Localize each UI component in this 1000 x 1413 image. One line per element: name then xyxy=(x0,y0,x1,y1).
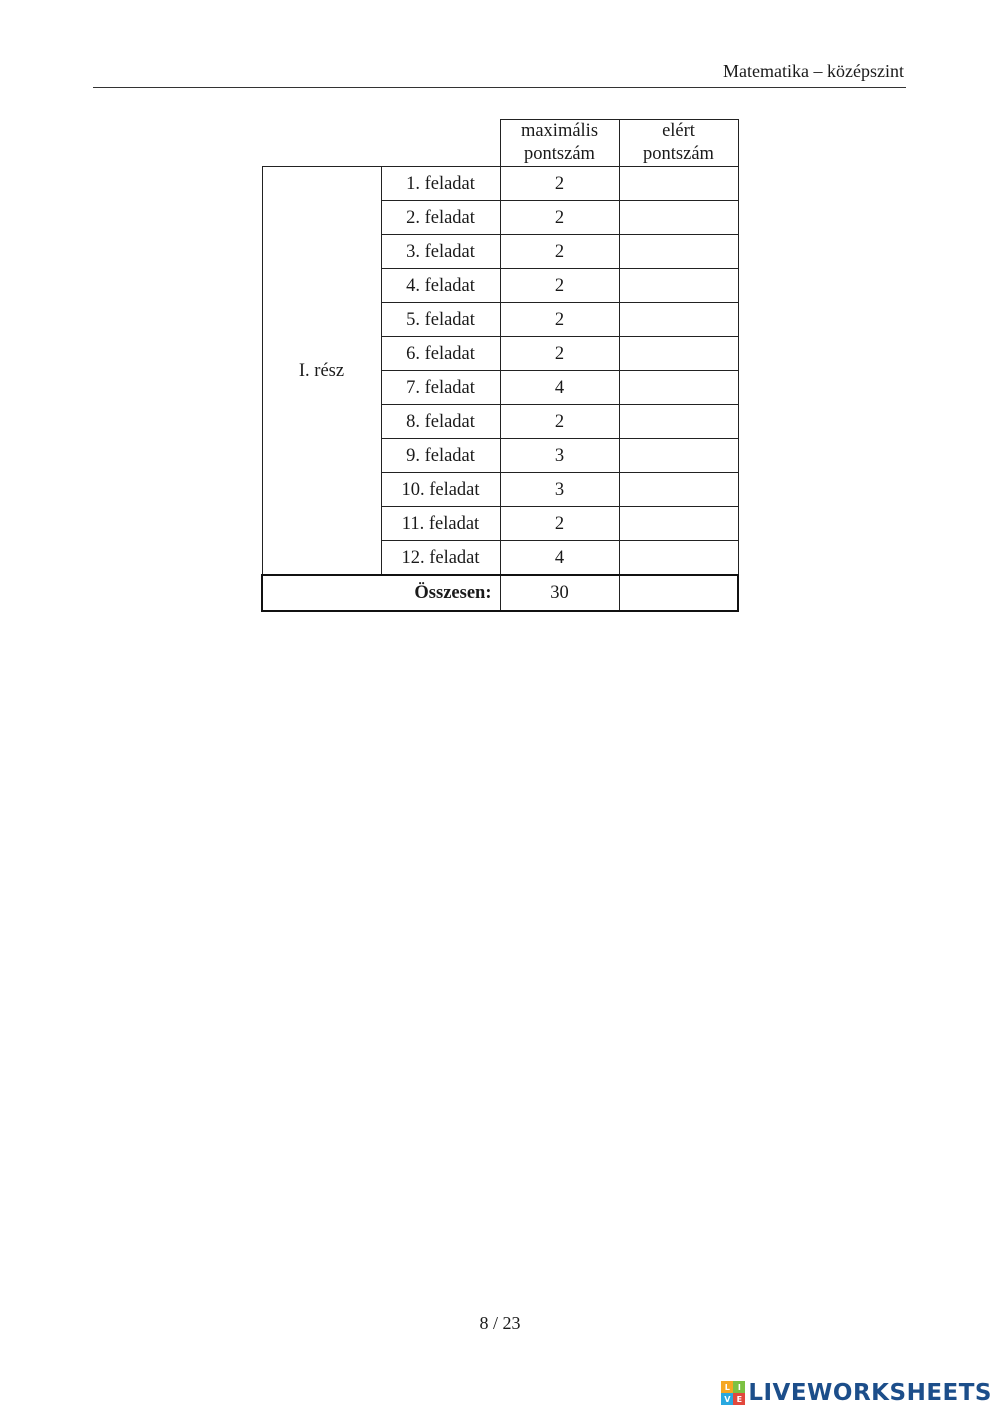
achieved-points-cell[interactable] xyxy=(619,507,738,541)
table-header-row xyxy=(262,120,738,167)
header-divider xyxy=(93,87,906,88)
task-name-cell: 1. feladat xyxy=(381,167,500,201)
total-max-points-cell: 30 xyxy=(500,575,619,611)
task-name-cell: 5. feladat xyxy=(381,303,500,337)
task-name-cell: 10. feladat xyxy=(381,473,500,507)
achieved-points-cell[interactable] xyxy=(619,405,738,439)
achieved-points-cell[interactable] xyxy=(619,235,738,269)
header-subject: Matematika – középszint xyxy=(723,61,904,81)
task-name-cell: 6. feladat xyxy=(381,337,500,371)
max-points-header-line1: maximális xyxy=(520,121,599,141)
achieved-points-header-line2: pontszám xyxy=(643,144,714,164)
task-name-cell: 7. feladat xyxy=(381,371,500,405)
achieved-points-cell[interactable] xyxy=(619,371,738,405)
task-name-cell: 3. feladat xyxy=(381,235,500,269)
achieved-points-cell[interactable] xyxy=(619,473,738,507)
logo-tile: E xyxy=(733,1393,745,1405)
page-number: 8 / 23 xyxy=(479,1313,521,1333)
task-name-cell: 2. feladat xyxy=(381,201,500,235)
liveworksheets-logo-icon xyxy=(721,1381,745,1405)
logo-tile: V xyxy=(721,1393,733,1405)
task-name-cell: 8. feladat xyxy=(381,405,500,439)
total-row xyxy=(262,575,738,611)
max-points-cell: 2 xyxy=(500,167,619,201)
max-points-cell: 2 xyxy=(500,507,619,541)
max-points-cell: 4 xyxy=(500,371,619,405)
max-points-cell: 2 xyxy=(500,405,619,439)
section-label: I. rész xyxy=(262,167,381,576)
total-achieved-points-cell[interactable] xyxy=(619,575,738,611)
max-points-header xyxy=(500,120,619,167)
max-points-cell: 3 xyxy=(500,439,619,473)
achieved-points-cell[interactable] xyxy=(619,167,738,201)
achieved-points-cell[interactable] xyxy=(619,269,738,303)
max-points-cell: 3 xyxy=(500,473,619,507)
max-points-cell: 2 xyxy=(500,201,619,235)
total-label: Összesen: xyxy=(262,575,500,611)
achieved-points-cell[interactable] xyxy=(619,337,738,371)
achieved-points-header-line1: elért xyxy=(662,121,695,141)
logo-tile: L xyxy=(721,1381,733,1393)
achieved-points-cell[interactable] xyxy=(619,541,738,576)
achieved-points-cell[interactable] xyxy=(619,201,738,235)
achieved-points-cell[interactable] xyxy=(619,439,738,473)
brand-name: LIVEWORKSHEETS xyxy=(748,1380,992,1406)
max-points-cell: 2 xyxy=(500,337,619,371)
max-points-cell: 2 xyxy=(500,235,619,269)
task-name-cell: 12. feladat xyxy=(381,541,500,576)
max-points-cell: 4 xyxy=(500,541,619,576)
max-points-header-line2: pontszám xyxy=(524,144,595,164)
achieved-points-header xyxy=(619,120,738,167)
task-name-cell: 9. feladat xyxy=(381,439,500,473)
header-blank-cell xyxy=(262,120,500,167)
max-points-cell: 2 xyxy=(500,269,619,303)
logo-tile: I xyxy=(733,1381,745,1393)
task-name-cell: 4. feladat xyxy=(381,269,500,303)
achieved-points-cell[interactable] xyxy=(619,303,738,337)
table-row xyxy=(262,167,738,201)
score-table xyxy=(261,119,739,612)
task-name-cell: 11. feladat xyxy=(381,507,500,541)
liveworksheets-brand xyxy=(721,1380,992,1406)
max-points-cell: 2 xyxy=(500,303,619,337)
